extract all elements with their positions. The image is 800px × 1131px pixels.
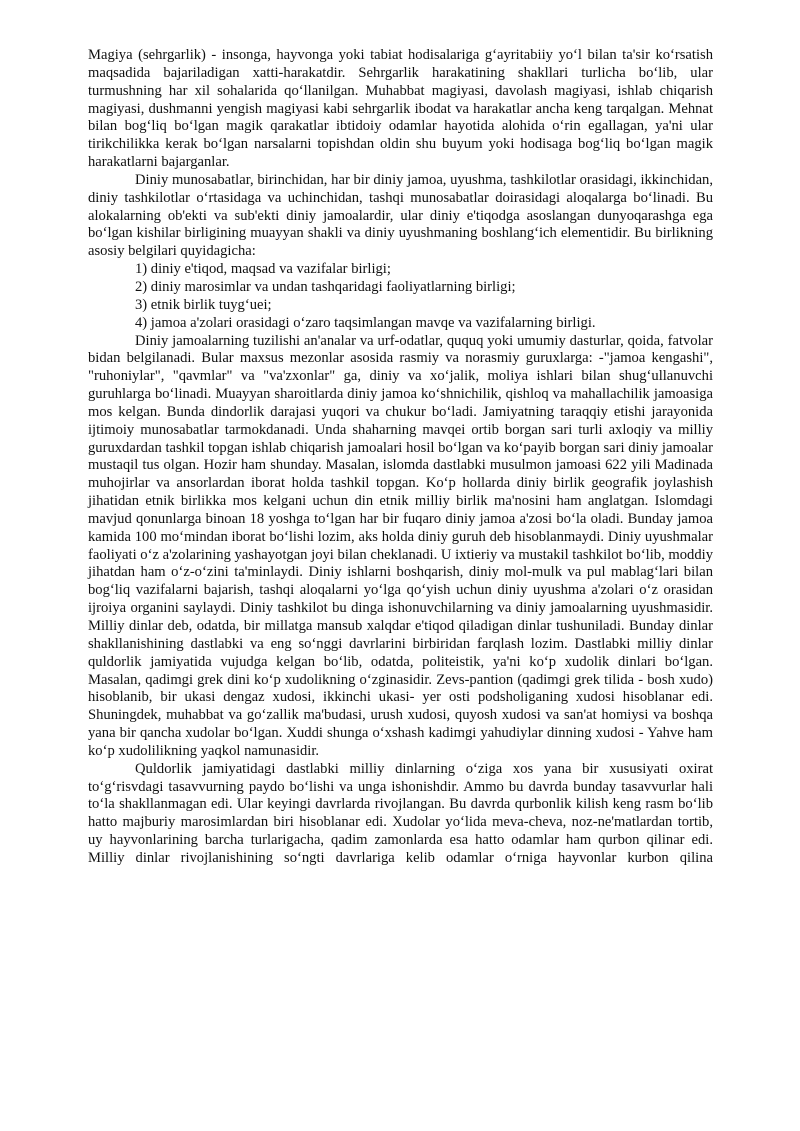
paragraph-diniy-jamoalar: Diniy jamoalarning tuzilishi an'analar va urf-odatlar, ququq yoki umumiy dasturlar, qoida, fatvolar bidan belgilanadi. Bular maxsus mezonlar asosida rasmiy va norasmiy guruxlarga: -"jamoa kengashi", "ruhoniylar", "qavmlar" va "va'zxonlar" ga, diniy va xo‘jalik, moliya ishlari bilan shug‘ullanuvchi guruhlarga bo‘linadi. Muayyan sharoitlarda diniy jamoa ko‘shnichilik, qishloq va mahallachilik jamoasiga mos kelgan. Bunda dindorlik darajasi yuqori va chukur bo‘ladi. Jamiyatning taraqqiy etishi jarayonida ijtimoiy munosabatlar tarmokdanadi. Unda shaharning mavqei ortib borgan sari turli axloqiy va milliy guruxdardan tashkil topgan ishlab chiqarish jamoalari hosil bo‘lgan va ko‘payib borgan sari diniy jamoalar mustaqil tus olgan. Hozir ham shunday. Masalan, islomda dastlabki musulmon jamoasi 622 yili Madinada muhojirlar va ansorlardan iborat holda tashkil topgan. Ko‘p hollarda diniy birlik geografik joylashish jihatidan etnik birlikka mos kelgani uchun din etnik milliy birlik ma'nosini ham anglatgan. Islomdagi mavjud qonunlarga binoan 18 yoshga to‘lgan har bir fuqaro diniy jamoa a'zosi bo‘la oladi. Bunday jamoa kamida 100 mo‘mindan iborat bo‘lishi lozim, aks holda diniy guruh deb hisoblanmaydi. Diniy uyushmalar faoliyati o‘z a'zolarining yashayotgan joyi bilan cheklanadi. U ixtieriy va mustakil tashkilot bo‘lib, moddiy jihatdan ham o‘z-o‘zini ta'minlaydi. Diniy ishlarni boshqarish, diniy mol-mulk va pul mablag‘lari bilan bog‘liq vazifalarni bajarish, tashqi aloqalarni yo‘lga qo‘yish uchun diniy uyushma a'zolari o‘z orasidan ijroiya organini saylaydi. Diniy tashkilot bu dinga ishonuvchilarning va diniy jamoalarning uyushmasidir. Milliy dinlar deb, odatda, bir millatga mansub xalqdar e'tiqod qiladigan dinlar tushuniladi. Bunday dinlar shakllanishining dastlabki va eng so‘nggi davrlarini birbiridan farqlash lozim. Dastlabki milliy dinlar quldorlik jamiyatida vujudga kelgan bo‘lib, odatda, politeistik, ya'ni ko‘p xudolik dinlari bo‘lgan. Masalan, qadimgi grek dini ko‘p xudolikning o‘zginasidir. Zevs-pantion (qadimgi grek tilida - bosh xudo) hisoblanib, bir ukasi dengaz xudosi, ikkinchi ukasi- yer osti podsholiganing xudosi hisoblanar edi. Shuningdek, muhabbat va go‘zallik ma'budasi, urush xudosi, quyosh xudosi va san'at homiysi va boshqa yana bir qancha xudolar bo‘lgan. Xuddi shunga o‘xshash kadimgi yahudiylar dinning xudosi - Yahve ham ko‘p xudolilikning yaqkol namunasidir. — [88, 332, 713, 759]
list-item: 2) diniy marosimlar va undan tashqaridagi faoliyatlarning birligi; — [135, 278, 516, 295]
list-item: 3) etnik birlik tuyg‘uei; — [135, 296, 272, 313]
paragraph-quldorlik: Quldorlik jamiyatidagi dastlabki milliy dinlarning o‘ziga xos yana bir xususiyati oxirat to‘g‘risvdagi tasavvurning paydo bo‘lishi va unga ishonishdir. Ammo bu davrda bunday tasavvurlar hali to‘la shakllanmagan edi. Ular keyingi davrlarda rivojlangan. Bu davrda qurbonlik kilish keng rasm bo‘lib hatto majburiy marosimlardan biri hisoblanar edi. Xudolar yo‘lida meva-cheva, noz-ne'matlardan tortib, uy hayvonlarining barcha turlarigacha, qadim zamonlarda esa hatto odamlar ham qurbon qilinar edi. Milliy dinlar rivojlanishining so‘ngti davrlariga kelib odamlar o‘rniga hayvonlar kurbon qilina — [88, 760, 713, 866]
list-item: 4) jamoa a'zolari orasidagi o‘zaro taqsimlangan mavqe va vazifalarning birligi. — [135, 314, 596, 331]
list-belgilar — [88, 261, 713, 332]
list-item: 1) diniy e'tiqod, maqsad va vazifalar birligi; — [135, 261, 391, 278]
paragraph-magiya: Magiya (sehrgarlik) - insonga, hayvonga yoki tabiat hodisalariga g‘ayritabiiy yo‘l bilan ta'sir ko‘rsatish maqsadida bajariladigan xatti-harakatdir. Sehrgarlik harakatining shakllari turlicha bo‘lib, ular turmushning har xil sohalarida qo‘llanilgan. Muhabbat magiyasi, davolash magiyasi, ishlab chiqarish magiyasi, dushmanni yengish magiyasi kabi sehrgarlik ibodat va harakatlar ancha keng tarqalgan. Mehnat bilan bog‘liq bo‘lgan magik qarakatlar ibtidoiy odamlar hayotida alohida o‘rin egallagan, ya'ni ular tirikchilikka kerak bo‘lgan narsalarni topishdan oldin shu buyum yoki hodisaga bog‘liq bo‘lgan magik harakatlarni bajarganlar. — [88, 47, 713, 171]
document-page — [88, 47, 713, 868]
paragraph-diniy-munosabatlar: Diniy munosabatlar, birinchidan, har bir diniy jamoa, uyushma, tashkilotlar orasidagi, ikkinchidan, diniy tashkilotlar o‘rtasidaga va uchinchidan, tashqi munosabatlar doirasidagi aloqalarga bo‘linadi. Bu alokalarning ob'ekti va sub'ekti diniy jamoalardir, ular diniy e'tiqodga asoslangan dunyoqarashga ega bo‘lgan kishilar birligining muayyan shakli va diniy uyushmaning boshlang‘ich elementidir. Bu birlikning asosiy belgilari quyidagicha: — [88, 171, 713, 260]
